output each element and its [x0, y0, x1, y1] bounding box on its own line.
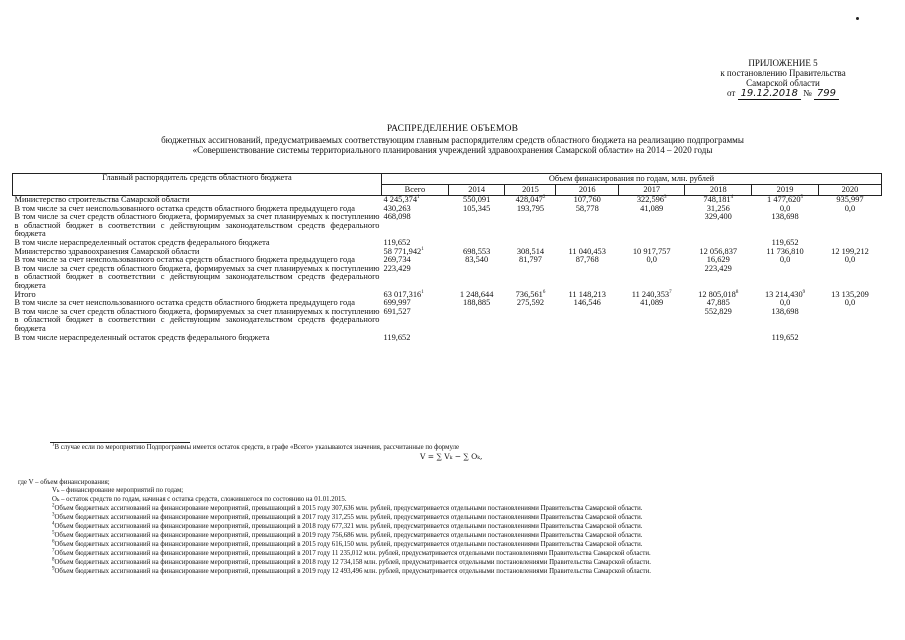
appendix-date-line	[698, 88, 868, 99]
row-label: В том числе за счет средств областного бюджета, формируемых за счет планируемых к поступлению в областной бюджет в соответствии с действующим законодательством средств федерального бюджета	[14, 263, 380, 290]
cell-2014	[448, 265, 505, 291]
cell-2018: 12 056,837	[699, 246, 738, 256]
header-year: 2016	[556, 185, 619, 196]
header-main-column: Главный распорядитель средств областного бюджета	[13, 174, 382, 196]
cell-2019: 0,0	[779, 298, 791, 308]
cell-2020: 13 135,209	[831, 289, 869, 299]
cell-2020: 935,997	[836, 195, 864, 204]
row-label: В том числе нераспределенный остаток средств федерального бюджета	[14, 332, 270, 342]
cell-total: 223,429	[383, 263, 411, 273]
footnote-where-vk: Vₖ – финансирование мероприятий по годам;	[52, 487, 184, 494]
row-label: Министерство строительства Самарской области	[14, 195, 190, 204]
cell-2019: 138,698	[771, 212, 799, 222]
footnote-2: $^2$Объем бюджетных ассигнований на финансирование мероприятий, превышающий в 2015 году 307,636 млн. рублей, предусматривается отдельными постановлениями Правительства Самарской области.	[52, 503, 643, 512]
appendix-title: ПРИЛОЖЕНИЕ 5	[748, 58, 818, 68]
cell-2017	[619, 308, 685, 334]
cell-2014: 550,091	[463, 195, 491, 204]
cell-2016: 11 148,213	[568, 289, 606, 299]
cell-2019: 119,652	[771, 332, 799, 342]
row-label: Министерство здравоохранения Самарской области	[14, 246, 200, 256]
cell-2020	[818, 334, 881, 343]
cell-2018: 31,256	[706, 203, 730, 213]
row-label: В том числе за счет средств областного бюджета, формируемых за счет планируемых к поступлению в областной бюджет в соответствии с действующим законодательством средств федерального бюджета	[14, 212, 380, 239]
budget-table	[12, 173, 882, 342]
cell-2019: 0,0	[779, 255, 791, 265]
cell-2014: 83,540	[465, 255, 489, 265]
row-label: Итого	[14, 289, 36, 299]
document-heading	[0, 124, 905, 156]
header-year: 2020	[818, 185, 881, 196]
cell-2015	[505, 213, 556, 239]
cell-2017	[619, 334, 685, 343]
footnote-7: $^7$Объем бюджетных ассигнований на финансирование мероприятий, превышающий в 2017 году 11 235,012 млн. рублей, предусматривается отдельными постановлениями Правительства Самарской области.	[52, 548, 651, 557]
footnote-where-ok: Oₖ – остаток средств по годам, начиная с остатка средств, сложившегося по состоянию на 01.01.2015.	[52, 496, 347, 503]
cell-total: 4 245,374$^1$	[383, 195, 420, 204]
row-label: В том числе за счет неиспользованного остатка средств областного бюджета предыдущего года	[14, 298, 355, 308]
row-label: В том числе за счет средств областного бюджета, формируемых за счет планируемых к поступлению в областной бюджет в соответствии с действующим законодательством средств федерального бюджета	[14, 306, 380, 333]
cell-2016	[556, 265, 619, 291]
cell-2018	[685, 334, 752, 343]
cell-total: 58 771,942$^1$	[383, 246, 424, 256]
cell-2015: 308,514	[516, 246, 545, 256]
cell-total: 430,263	[383, 203, 411, 213]
cell-2019: 138,698	[771, 306, 799, 316]
cell-2014	[448, 213, 505, 239]
footnote-5: $^5$Объем бюджетных ассигнований на финансирование мероприятий, превышающий в 2019 году 756,686 млн. рублей, предусматривается отдельными постановлениями Правительства Самарской области.	[52, 530, 643, 539]
header-year: 2018	[685, 185, 752, 196]
cell-2018: 16,629	[706, 255, 730, 265]
number-prefix: №	[803, 88, 812, 98]
cell-2020: 12 199,212	[831, 246, 869, 256]
cell-2016: 146,546	[573, 298, 601, 308]
footnote-4: $^4$Объем бюджетных ассигнований на финансирование мероприятий, превышающий в 2018 году 677,321 млн. рублей, предусматривается отдельными постановлениями Правительства Самарской области.	[52, 521, 643, 530]
cell-2016	[556, 308, 619, 334]
cell-2014: 1 248,644	[459, 289, 494, 299]
date-prefix: от	[726, 88, 736, 98]
cell-2020: 0,0	[844, 255, 856, 265]
cell-2019: 0,0	[779, 203, 791, 213]
cell-2018: 223,429	[704, 263, 732, 273]
cell-2020: 0,0	[844, 298, 856, 308]
cell-2014	[448, 334, 505, 343]
cell-total: 119,652	[383, 237, 411, 247]
scan-speck	[856, 17, 859, 20]
row-label: В том числе за счет неиспользованного остатка средств областного бюджета предыдущего года	[14, 203, 355, 213]
cell-2018: 329,400	[704, 212, 732, 222]
cell-2018: 12 805,018$^8$	[698, 289, 739, 299]
footnote-1: $^1$В случае если по мероприятию Подпрограммы имеется остаток средств, в графе «Всего» указываются значения, рассчитанные по формуле	[52, 442, 459, 451]
header-year: 2015	[505, 185, 556, 196]
row-label: В том числе нераспределенный остаток средств федерального бюджета	[14, 237, 270, 247]
cell-2015: 193,795	[516, 203, 545, 213]
cell-2018: 552,829	[704, 306, 732, 316]
footnote-3: $^3$Объем бюджетных ассигнований на финансирование мероприятий, превышающий в 2017 году 317,255 млн. рублей, предусматривается отдельными постановлениями Правительства Самарской области.	[52, 512, 643, 521]
cell-2019: 1 477,620$^5$	[767, 195, 804, 204]
appendix-line-2: к постановлению Правительства	[720, 68, 846, 78]
cell-2017: 41,089	[640, 203, 664, 213]
cell-2019: 119,652	[771, 237, 799, 247]
heading-line-2: бюджетных ассигнований, предусматриваемых соответствующим главным распорядителям средств областного бюджета на реализацию подпрограммы	[161, 134, 744, 145]
appendix-line-3: Самарской области	[746, 78, 820, 88]
cell-2017: 0,0	[646, 255, 657, 265]
header-total: Всего	[382, 185, 449, 196]
footnote-6: $^6$Объем бюджетных ассигнований на финансирование мероприятий, превышающий в 2015 году 616,150 млн. рублей, предусматривается отдельными постановлениями Правительства Самарской области.	[52, 539, 643, 548]
cell-2015	[505, 265, 556, 291]
cell-2015: 736,561$^6$	[515, 289, 546, 299]
cell-2017: 41,089	[640, 298, 664, 308]
cell-2020	[818, 308, 881, 334]
cell-2016: 107,760	[573, 195, 601, 204]
cell-2016: 87,768	[575, 255, 599, 265]
footnote-divider	[50, 442, 190, 443]
table-row	[13, 308, 882, 334]
cell-2017: 10 917,757	[632, 246, 671, 256]
footnote-8: $^8$Объем бюджетных ассигнований на финансирование мероприятий, превышающий в 2018 году 12 734,158 млн. рублей, предусматривается отдельными постановлениями Правительства Самарской области.	[52, 557, 651, 566]
cell-2014: 105,345	[463, 203, 491, 213]
cell-2017	[619, 265, 685, 291]
handwritten-date: 19.12.2018	[738, 88, 801, 100]
cell-2018: 47,885	[706, 298, 730, 308]
cell-2015	[505, 308, 556, 334]
cell-2019: 11 736,810	[766, 246, 804, 256]
footnote-formula: V = ∑ Vₖ − ∑ Oₖ,	[420, 452, 483, 461]
cell-total: 269,734	[383, 255, 411, 265]
document-title: РАСПРЕДЕЛЕНИЕ ОБЪЕМОВ	[386, 124, 519, 134]
cell-2020	[818, 213, 881, 239]
cell-2015: 275,592	[516, 298, 545, 308]
cell-2016	[556, 213, 619, 239]
cell-2016: 58,778	[575, 203, 599, 213]
appendix-header	[698, 58, 868, 99]
footnote-9: $^9$Объем бюджетных ассигнований на финансирование мероприятий, превышающий в 2019 году 12 493,496 млн. рублей, предусматривается отдельными постановлениями Правительства Самарской области.	[52, 566, 651, 575]
cell-2018: 748,181$^4$	[703, 195, 734, 204]
cell-2016: 11 040,453	[568, 246, 606, 256]
table-row	[13, 265, 882, 291]
cell-2020: 0,0	[844, 203, 856, 213]
row-label: В том числе за счет неиспользованного остатка средств областного бюджета предыдущего года	[14, 255, 355, 265]
cell-2015	[505, 334, 556, 343]
header-year: 2014	[448, 185, 505, 196]
cell-2014	[448, 308, 505, 334]
header-group-column: Объем финансирования по годам, млн. рублей	[382, 174, 882, 185]
cell-total: 63 017,316$^1$	[383, 289, 424, 299]
cell-2017: 11 240,353$^7$	[631, 289, 672, 299]
header-year: 2017	[619, 185, 685, 196]
table-row	[13, 334, 882, 343]
footnote-where-v: где V – объем финансирования;	[18, 479, 110, 486]
cell-2019: 13 214,430$^9$	[764, 289, 806, 299]
cell-total: 119,652	[383, 332, 411, 342]
heading-line-3: «Совершенствование системы территориального планирования учреждений здравоохранения Самарской области» на 2014 – 2020 годы	[192, 145, 713, 155]
cell-2015: 81,797	[518, 255, 542, 265]
cell-2015: 428,047$^2$	[515, 195, 546, 204]
handwritten-number: 799	[814, 88, 839, 100]
cell-total: 468,098	[383, 212, 411, 222]
cell-2016	[556, 334, 619, 343]
cell-2020	[818, 265, 881, 291]
header-year: 2019	[752, 185, 819, 196]
cell-2017: 322,596$^3$	[636, 195, 667, 204]
cell-2017	[619, 213, 685, 239]
cell-2019	[752, 265, 819, 291]
table-row	[13, 213, 882, 239]
cell-2014: 188,885	[463, 298, 491, 308]
cell-2014: 698,553	[463, 246, 491, 256]
cell-total: 691,527	[383, 306, 411, 316]
cell-total: 699,997	[383, 298, 411, 308]
